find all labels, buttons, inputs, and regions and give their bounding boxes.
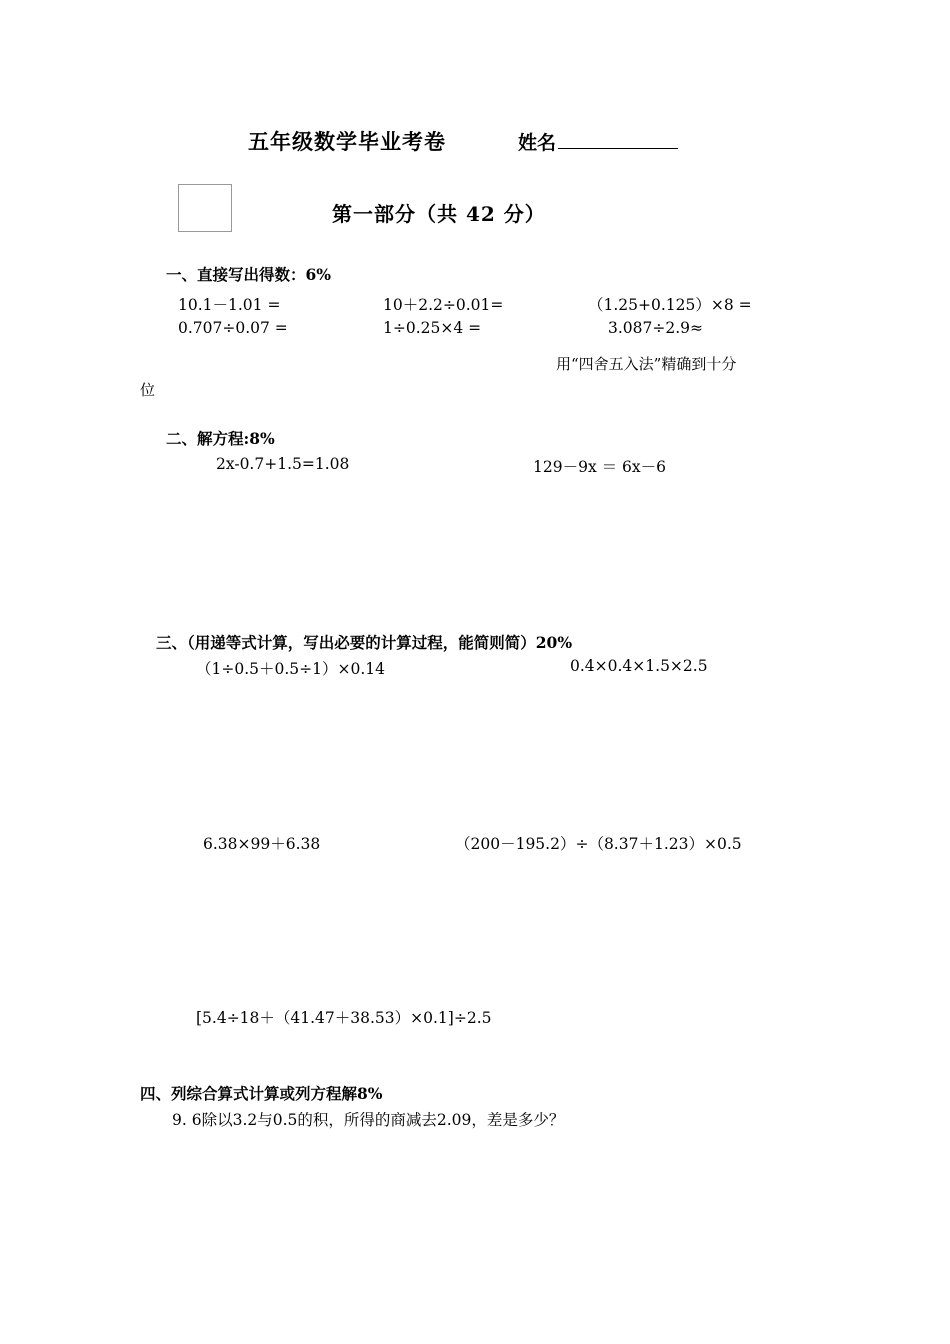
section-1-item-4: 0.707÷0.07 =	[178, 319, 288, 337]
section-1-item-2: 10＋2.2÷0.01=	[383, 296, 504, 314]
section-3-expression-1: （1÷0.5＋0.5÷1）×0.14	[196, 660, 385, 678]
section-3-expression-2: 0.4×0.4×1.5×2.5	[570, 657, 708, 675]
part-heading: 第一部分（共 42 分）	[332, 202, 546, 226]
section-1-note: 用“四舍五入法”精确到十分	[556, 355, 737, 373]
page-title: 五年级数学毕业考卷	[248, 129, 446, 154]
section-3-expression-5: [5.4÷18＋（41.47＋38.53）×0.1]÷2.5	[196, 1009, 492, 1027]
section-1-item-1: 10.1－1.01 =	[178, 296, 281, 314]
name-label-text: 姓名	[518, 132, 557, 154]
section-2-equation-2: 129－9x ＝ 6x－6	[533, 458, 667, 476]
title-row	[248, 126, 868, 156]
name-label	[518, 128, 678, 155]
section-3-expression-4: （200－195.2）÷（8.37＋1.23）×0.5	[455, 835, 742, 853]
section-2-heading: 二、解方程:8%	[166, 429, 275, 448]
section-3-expression-3: 6.38×99＋6.38	[203, 835, 321, 853]
section-3-heading: 三、（用递等式计算，写出必要的计算过程，能简则简）20%	[156, 633, 573, 652]
section-1-item-3: （1.25+0.125）×8 =	[588, 296, 752, 314]
section-1-note-continued: 位	[140, 381, 156, 399]
name-input-line[interactable]	[558, 132, 678, 149]
score-box[interactable]	[178, 184, 232, 232]
section-1-item-6: 3.087÷2.9≈	[608, 319, 703, 337]
section-4-heading: 四、列综合算式计算或列方程解8%	[140, 1084, 383, 1103]
section-2-equation-1: 2x-0.7+1.5=1.08	[216, 455, 350, 473]
section-1-heading: 一、直接写出得数：6%	[166, 265, 332, 284]
section-1-item-5: 1÷0.25×4 =	[383, 319, 482, 337]
section-4-question-1: 9. 6除以3.2与0.5的积，所得的商减去2.09，差是多少？	[172, 1111, 565, 1129]
